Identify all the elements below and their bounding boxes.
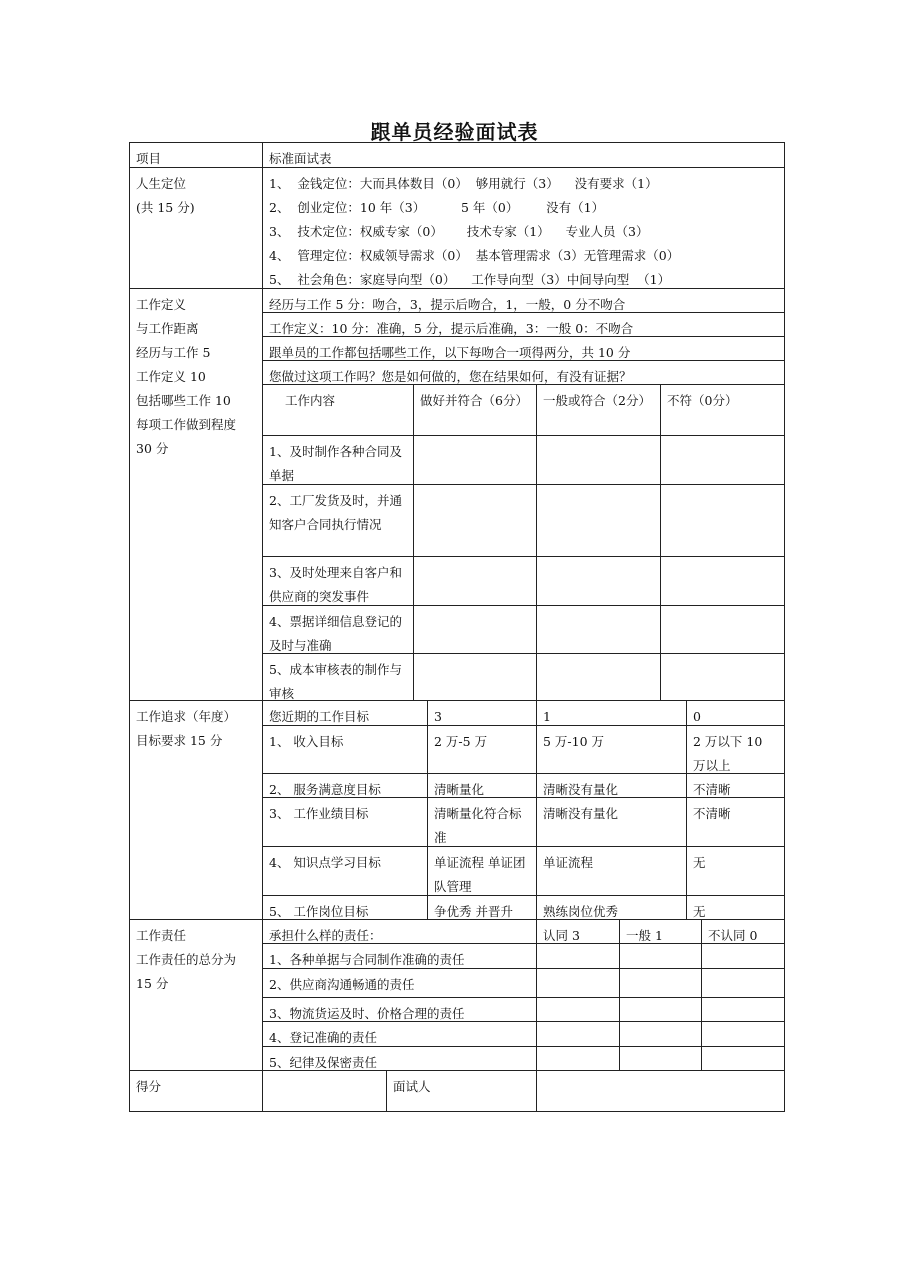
pursuit-header-cell: 您近期的工作目标: [262, 700, 428, 726]
task-score-cell: [536, 653, 661, 701]
pursuit-score0-cell: 不清晰: [686, 797, 785, 847]
duty-score-cell: [701, 1046, 785, 1071]
task-column-header: 不符（0分）: [660, 384, 785, 436]
duty-score-cell: [701, 997, 785, 1022]
task-column-header: 工作内容: [262, 384, 414, 436]
work-duty-label-line: 工作责任: [136, 928, 187, 943]
pursuit-score1-cell: 5 万-10 万: [536, 725, 687, 774]
task-score-cell: [413, 653, 537, 701]
duty-score-cell: [536, 1046, 620, 1071]
duty-score-cell: [619, 968, 702, 998]
life-positioning-label-line: 人生定位: [136, 176, 187, 191]
pursuit-goal-cell: 5、 工作岗位目标: [262, 895, 428, 920]
work-definition-rule: 工作定义：10 分：准确，5 分，提示后准确，3：一般 0：不吻合: [262, 312, 785, 337]
task-score-cell: [536, 435, 661, 485]
work-definition-rule: 跟单员的工作都包括哪些工作，以下每吻合一项得两分，共 10 分: [262, 336, 785, 361]
pursuit-header-cell: 3: [427, 700, 537, 726]
item-header: 项目: [129, 142, 263, 168]
duty-score-cell: [701, 968, 785, 998]
pursuit-goal-cell: 2、 服务满意度目标: [262, 773, 428, 798]
duty-score-cell: [619, 1046, 702, 1071]
life-positioning-criteria: [262, 167, 785, 289]
task-row-content: 4、票据详细信息登记的及时与准确: [262, 605, 414, 654]
pursuit-goal-cell: 1、 收入目标: [262, 725, 428, 774]
task-row-content: 2、工厂发货及时，并通知客户合同执行情况: [262, 484, 414, 557]
work-definition-rule: 经历与工作 5 分：吻合，3，提示后吻合，1，一般，0 分不吻合: [262, 288, 785, 313]
pursuit-score1-cell: 清晰没有量化: [536, 797, 687, 847]
duty-item: 3、物流货运及时、价格合理的责任: [262, 997, 537, 1022]
work-definition-label-line: 与工作距离: [136, 321, 199, 336]
duty-score-cell: [701, 1021, 785, 1047]
duty-item: 4、登记准确的责任: [262, 1021, 537, 1047]
work-duty-label-line: 15 分: [136, 976, 169, 991]
work-duty-label: [129, 919, 263, 1071]
duty-score-cell: [536, 968, 620, 998]
task-score-cell: [413, 484, 537, 557]
pursuit-goal-cell: 3、 工作业绩目标: [262, 797, 428, 847]
pursuit-score1-cell: 单证流程: [536, 846, 687, 896]
work-duty-label-line: 工作责任的总分为: [136, 952, 237, 967]
task-score-cell: [536, 484, 661, 557]
pursuit-score0-cell: 无: [686, 846, 785, 896]
task-column-header: 一般或符合（2分）: [536, 384, 661, 436]
duty-item: 1、各种单据与合同制作准确的责任: [262, 943, 537, 969]
task-score-cell: [660, 653, 785, 701]
score-value-cell: [262, 1070, 387, 1112]
pursuit-score0-cell: 不清晰: [686, 773, 785, 798]
task-score-cell: [660, 484, 785, 557]
pursuit-score0-cell: 2 万以下 10 万以上: [686, 725, 785, 774]
pursuit-score1-cell: 熟练岗位优秀: [536, 895, 687, 920]
pursuit-score3-cell: 清晰量化: [427, 773, 537, 798]
work-definition-label-line: 工作定义: [136, 297, 187, 312]
work-definition-label-line: 经历与工作 5: [136, 345, 211, 360]
pursuit-header-cell: 0: [686, 700, 785, 726]
work-pursuit-label: [129, 700, 263, 920]
work-definition-label-line: 30 分: [136, 441, 169, 456]
task-score-cell: [413, 435, 537, 485]
duty-score-cell: [536, 943, 620, 969]
work-definition-label-line: 工作定义 10: [136, 369, 206, 384]
task-score-cell: [413, 556, 537, 606]
duty-item: 5、纪律及保密责任: [262, 1046, 537, 1071]
task-score-cell: [536, 605, 661, 654]
duty-score-cell: [619, 997, 702, 1022]
duty-score-cell: [701, 943, 785, 969]
work-definition-label-line: 每项工作做到程度: [136, 417, 237, 432]
life-positioning-criteria-line: 4、 管理定位：权威领导需求（0） 基本管理需求（3）无管理需求（0）: [269, 248, 680, 263]
life-positioning-criteria-line: 1、 金钱定位：大而具体数目（0） 够用就行（3） 没有要求（1）: [269, 176, 658, 191]
pursuit-score3-cell: 单证流程 单证团队管理: [427, 846, 537, 896]
task-score-cell: [660, 435, 785, 485]
interviewer-value-cell: [536, 1070, 785, 1112]
life-positioning-label: [129, 167, 263, 289]
duty-column-header: 一般 1: [619, 919, 702, 944]
pursuit-score3-cell: 争优秀 并晋升: [427, 895, 537, 920]
work-definition-rule: 您做过这项工作吗？您是如何做的，您在结果如何，有没有证据？: [262, 360, 785, 385]
pursuit-score3-cell: 2 万-5 万: [427, 725, 537, 774]
duty-score-cell: [536, 997, 620, 1022]
pursuit-score0-cell: 无: [686, 895, 785, 920]
work-definition-label-line: 包括哪些工作 10: [136, 393, 231, 408]
life-positioning-label-line: (共 15 分): [136, 200, 195, 215]
duty-question: 承担什么样的责任：: [262, 919, 537, 944]
duty-score-cell: [536, 1021, 620, 1047]
pursuit-header-cell: 1: [536, 700, 687, 726]
work-pursuit-label-line: 目标要求 15 分: [136, 733, 223, 748]
task-row-content: 1、及时制作各种合同及单据: [262, 435, 414, 485]
task-score-cell: [660, 556, 785, 606]
life-positioning-criteria-line: 3、 技术定位：权威专家（0） 技术专家（1） 专业人员（3）: [269, 224, 649, 239]
task-row-content: 5、成本审核表的制作与审核: [262, 653, 414, 701]
life-positioning-criteria-line: 2、 创业定位：10 年（3） 5 年（0） 没有（1）: [269, 200, 605, 215]
pursuit-score3-cell: 清晰量化符合标准: [427, 797, 537, 847]
task-score-cell: [536, 556, 661, 606]
task-score-cell: [660, 605, 785, 654]
pursuit-score1-cell: 清晰没有量化: [536, 773, 687, 798]
task-row-content: 3、及时处理来自客户和供应商的突发事件: [262, 556, 414, 606]
score-label: 得分: [129, 1070, 263, 1112]
task-column-header: 做好并符合（6分）: [413, 384, 537, 436]
duty-column-header: 认同 3: [536, 919, 620, 944]
duty-score-cell: [619, 943, 702, 969]
life-positioning-criteria-line: 5、 社会角色：家庭导向型（0） 工作导向型（3）中间导向型 （1）: [269, 272, 671, 287]
task-score-cell: [413, 605, 537, 654]
interview-form-table: [129, 142, 784, 1112]
pursuit-goal-cell: 4、 知识点学习目标: [262, 846, 428, 896]
work-definition-label: [129, 288, 263, 701]
standard-header: 标准面试表: [262, 142, 785, 168]
duty-score-cell: [619, 1021, 702, 1047]
work-pursuit-label-line: 工作追求（年度）: [136, 709, 237, 724]
duty-column-header: 不认同 0: [701, 919, 785, 944]
page-title: 跟单员经验面试表: [370, 120, 539, 144]
interviewer-label: 面试人: [386, 1070, 537, 1112]
duty-item: 2、供应商沟通畅通的责任: [262, 968, 537, 998]
